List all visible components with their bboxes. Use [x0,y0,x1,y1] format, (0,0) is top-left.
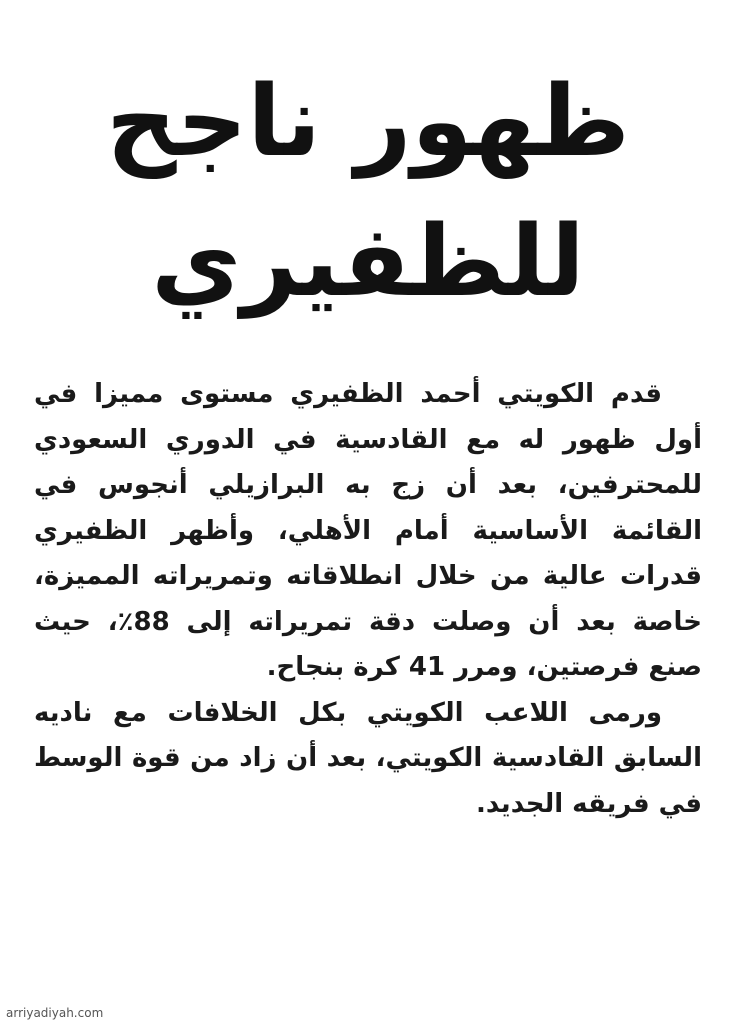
article-body [34,372,702,827]
source-credit: arriyadiyah.com [6,1006,104,1020]
headline-line-1: ظهور ناجح [106,65,630,179]
article-paragraph-2: ورمى اللاعب الكويتي بكل الخلافات مع ناديه السابق القادسية الكويتي، بعد أن زاد من قوة الوسط في فريقه الجديد. [34,697,702,819]
article-headline [50,52,686,332]
article-paragraph-1: قدم الكويتي أحمد الظفيري مستوى مميزا في أول ظهور له مع القادسية في الدوري السعودي للمحترفين، بعد أن زج به البرازيلي أنجوس في القائمة الأساسية أمام الأهلي، وأظهر الظفيري قدرات عالية من خلال انطلاقاته وتمريراته المميزة، خاصة بعد أن وصلت دقة تمريراته إلى 88٪، حيث صنع فرصتين، ومرر 41 كرة بنجاح. [34,379,702,682]
headline-line-2: للظفيري [151,205,585,319]
